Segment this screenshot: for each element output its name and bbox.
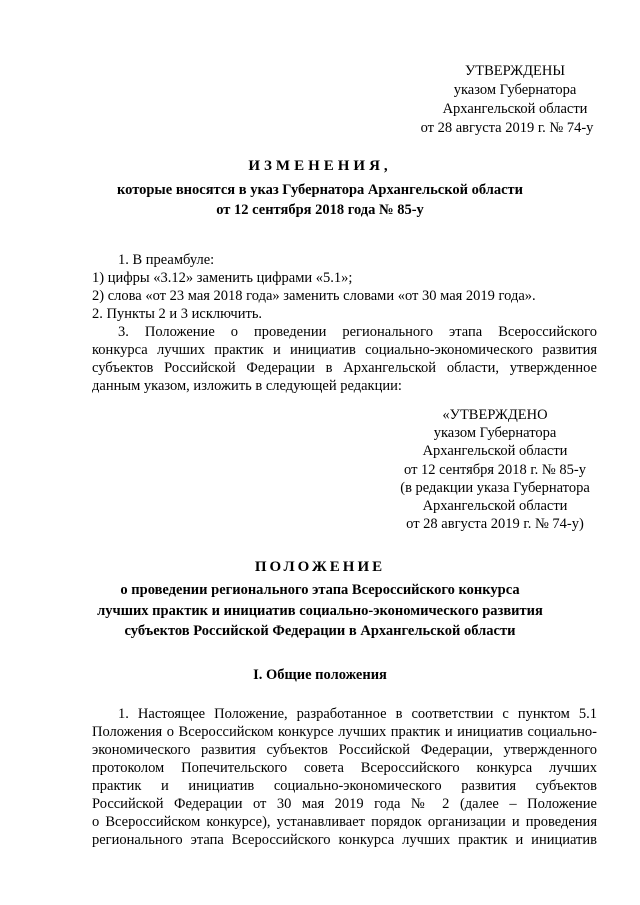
approval2-line: «УТВЕРЖДЕНО bbox=[442, 407, 548, 423]
regulation-subtitle-line: о проведении регионального этапа Всероссийского конкурса bbox=[120, 582, 520, 598]
item-3-line: 3. Положение о проведении регионального этапа Всероссийского bbox=[118, 324, 597, 340]
approval-line: УТВЕРЖДЕНЫ bbox=[464, 63, 566, 79]
para-line: протоколом Попечительского совета Всероссийского конкурса лучших bbox=[92, 760, 597, 776]
item-1-sub-1: 1) цифры «3.12» заменить цифрами «5.1»; bbox=[92, 270, 353, 286]
approval2-line: указом Губернатора bbox=[433, 425, 557, 442]
para-line: практик и инициатив социально-экономического развития субъектов bbox=[92, 778, 597, 794]
approval2-line: Архангельской области bbox=[422, 498, 568, 515]
regulation-subtitle-line: субъектов Российской Федерации в Архангельской области bbox=[124, 623, 516, 639]
approval2-line: (в редакции указа Губернатора bbox=[400, 479, 590, 496]
regulation-title: ПОЛОЖЕНИЕ bbox=[254, 559, 386, 575]
approval2-line: от 28 августа 2019 г. № 74-у) bbox=[406, 516, 584, 533]
approval2-line: от 12 сентября 2018 г. № 85-у bbox=[404, 461, 586, 478]
para-line: о Всероссийском конкурсе), устанавливает порядок организации и проведения bbox=[92, 814, 597, 830]
item-3-line: данным указом, изложить в следующей редакции: bbox=[92, 378, 402, 394]
para-line: Положения о Всероссийском конкурсе лучших практик и инициатив социально- bbox=[92, 724, 597, 740]
approval-date: от 28 августа 2019 г. № 74-у bbox=[420, 120, 594, 136]
changes-title: ИЗМЕНЕНИЯ, bbox=[248, 158, 392, 174]
para-line: экономического развития субъектов Российской Федерации, утвержденного bbox=[92, 742, 597, 758]
approval-line: указом Губернатора bbox=[453, 82, 577, 98]
approval-stamp bbox=[380, 62, 640, 119]
para-line: Российской Федерации от 30 мая 2019 года № 2 (далее – Положение bbox=[92, 796, 597, 812]
para-line: 1. Настоящее Положение, разработанное в соответствии с пунктом 5.1 bbox=[118, 706, 597, 722]
item-3-line: конкурса лучших практик и инициатив социально-экономического развития bbox=[92, 342, 597, 358]
item-1: 1. В преамбуле: bbox=[118, 252, 215, 268]
item-3-line: субъектов Российской Федерации в Архангельской области, утвержденное bbox=[92, 360, 597, 376]
approval2-line: Архангельской области bbox=[422, 443, 568, 460]
changes-subtitle-line: которые вносятся в указ Губернатора Архангельской области bbox=[116, 182, 524, 198]
regulation-subtitle-line: лучших практик и инициатив социально-экономического развития bbox=[97, 602, 543, 619]
approval-stamp-2 bbox=[380, 406, 610, 533]
section-title: I. Общие положения bbox=[253, 667, 387, 683]
regulation-subtitle bbox=[0, 580, 640, 642]
changes-subtitle-line: от 12 сентября 2018 года № 85-у bbox=[216, 201, 424, 218]
para-line: регионального этапа Всероссийского конкурса лучших практик и инициатив bbox=[92, 832, 597, 848]
approval-line: Архангельской области bbox=[442, 101, 588, 117]
changes-subtitle bbox=[0, 181, 640, 220]
item-1-sub-2: 2) слова «от 23 мая 2018 года» заменить словами «от 30 мая 2019 года». bbox=[92, 288, 536, 304]
item-2: 2. Пункты 2 и 3 исключить. bbox=[92, 306, 263, 322]
